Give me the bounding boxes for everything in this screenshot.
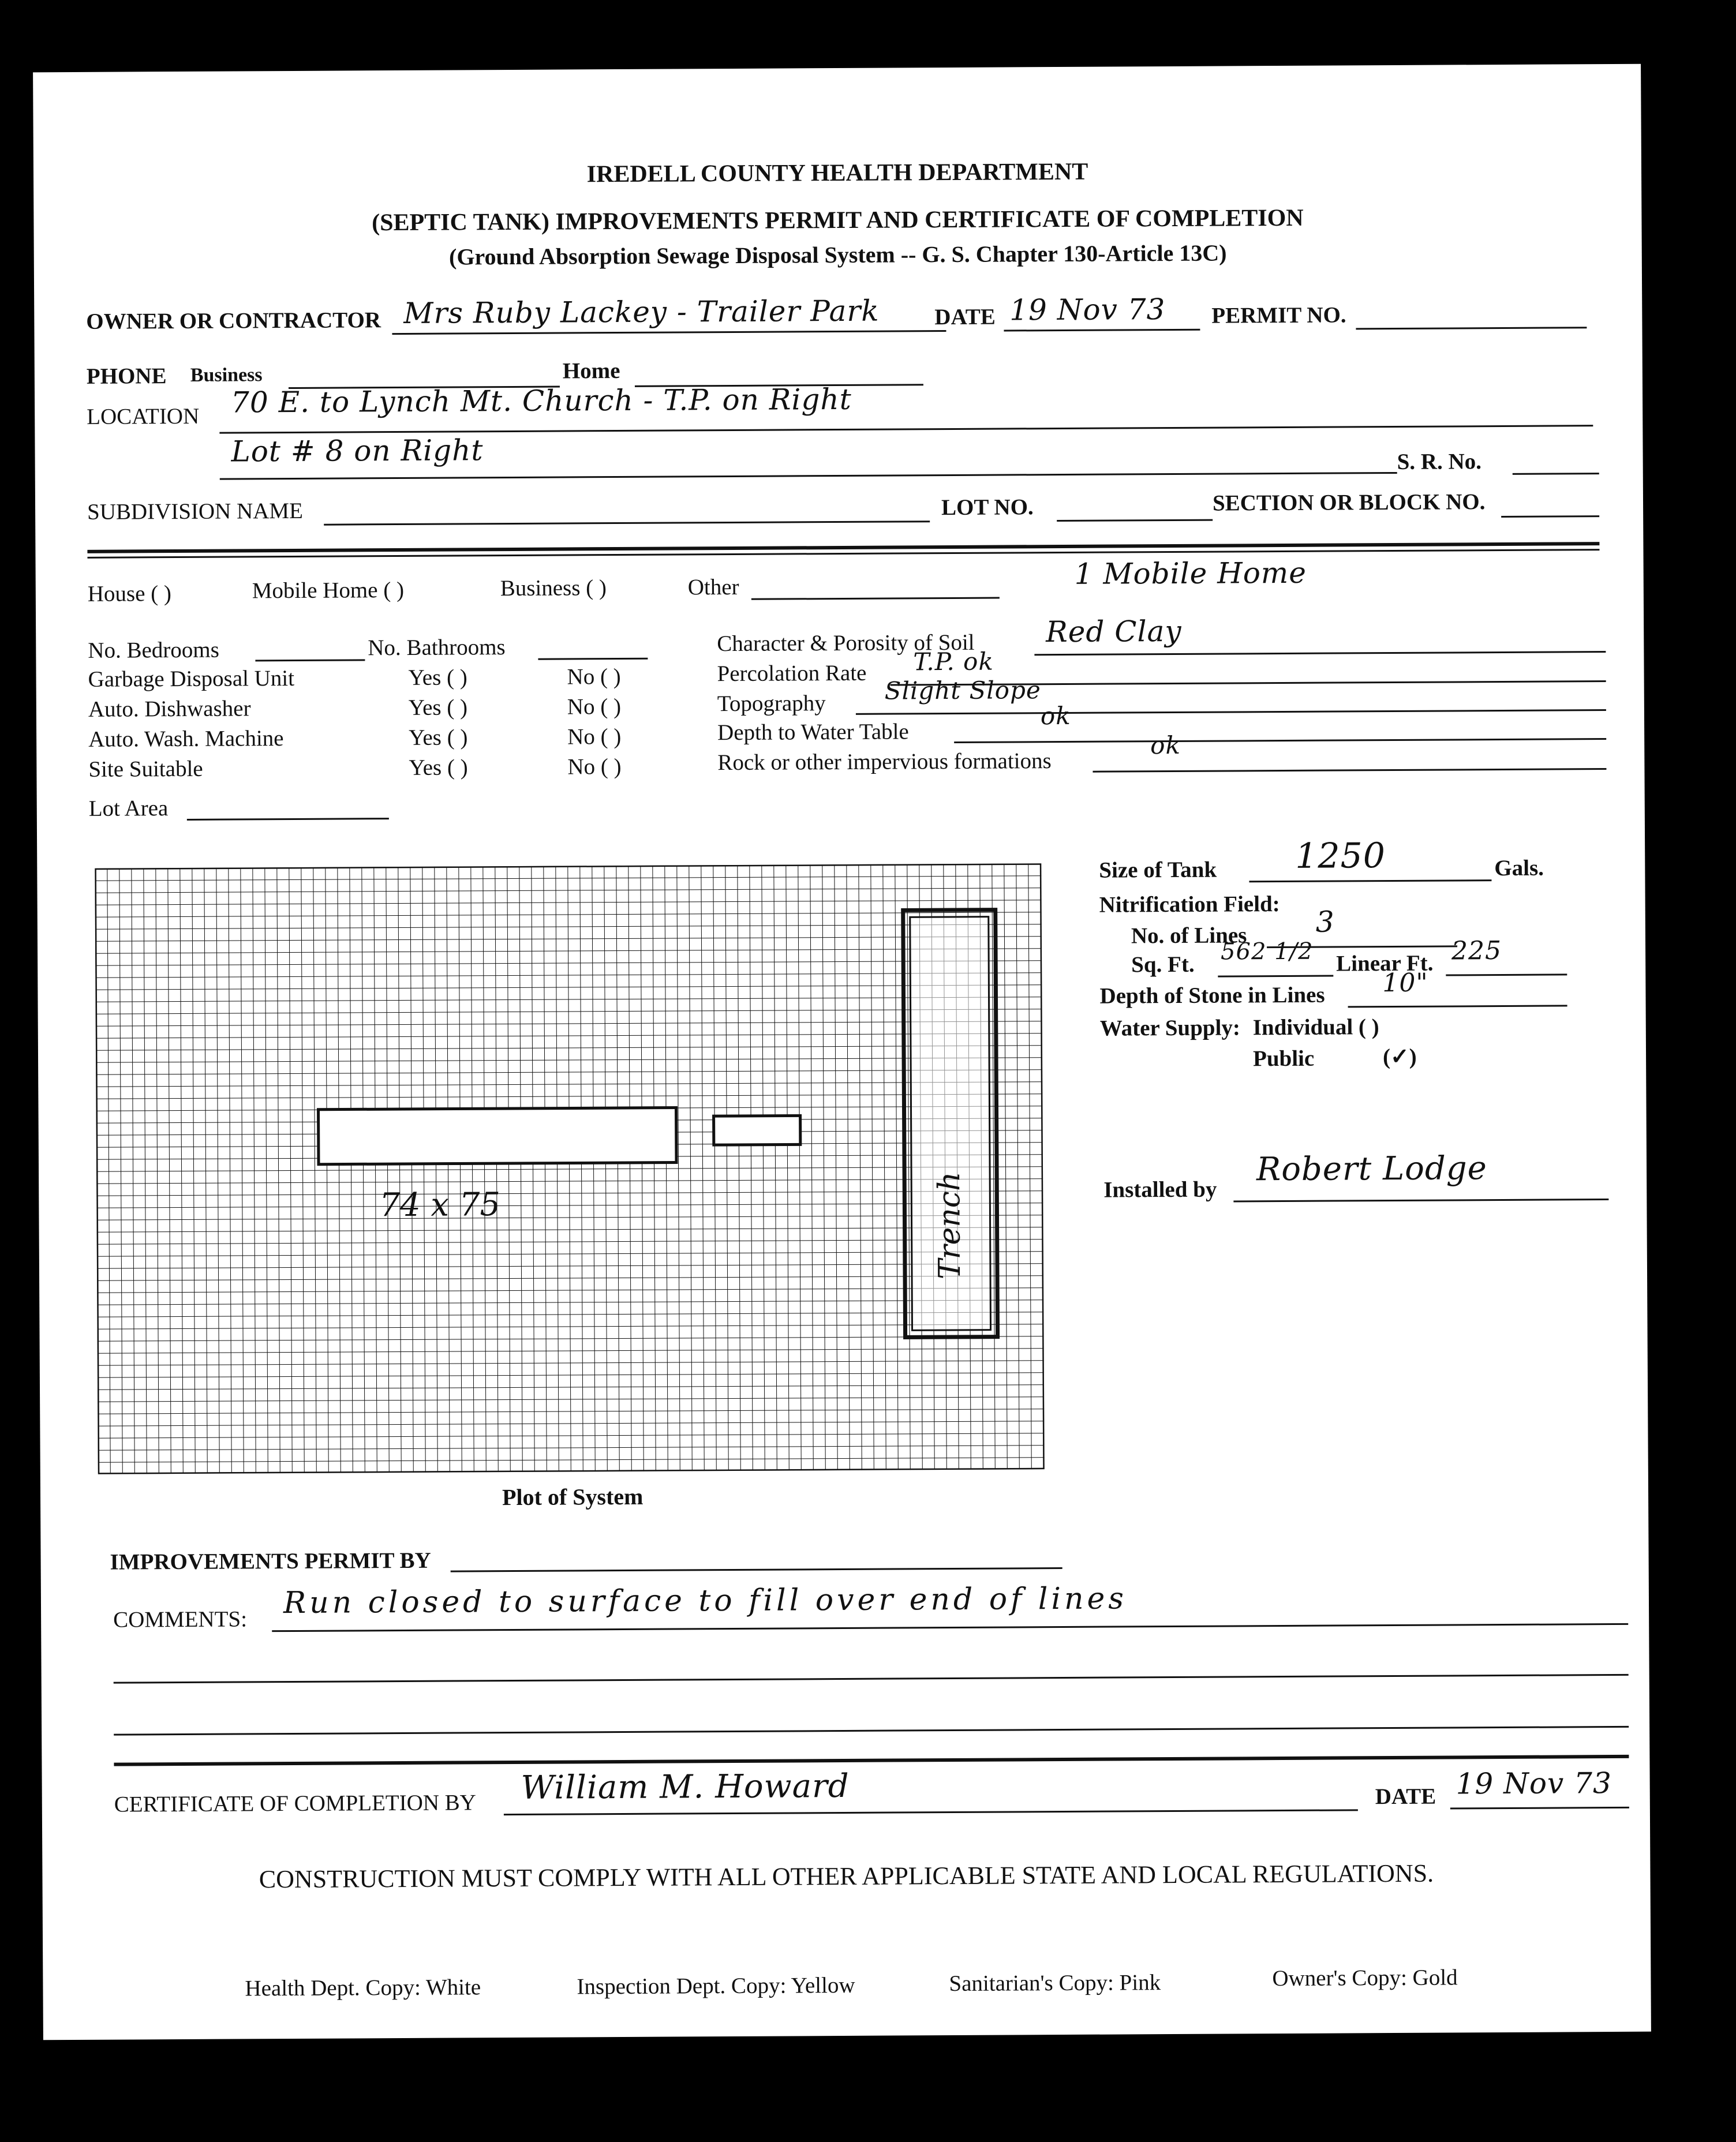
dishwasher-no: No ( ) — [567, 694, 622, 720]
washer-no: No ( ) — [567, 724, 622, 750]
tank-size-value: 1250 — [1295, 836, 1386, 877]
location-value-2: Lot # 8 on Right — [231, 433, 484, 469]
permit-form — [33, 64, 1651, 2040]
certificate-date-line — [1450, 1807, 1629, 1810]
topography-value: Slight Slope — [884, 676, 1041, 705]
owner-value: Mrs Ruby Lackey - Trailer Park — [403, 294, 880, 330]
house-option: House ( ) — [87, 581, 172, 606]
comments-line-3 — [114, 1726, 1629, 1736]
stone-depth-line — [1348, 1005, 1567, 1008]
individual-option: Individual ( ) — [1252, 1014, 1379, 1040]
copy-inspection: Inspection Dept. Copy: Yellow — [577, 1972, 855, 1999]
bathrooms-label: No. Bathrooms — [368, 635, 506, 661]
water-table-label: Depth to Water Table — [717, 719, 909, 746]
subdivision-label: SUBDIVISION NAME — [87, 498, 303, 525]
phone-label: PHONE — [86, 364, 167, 389]
other-label: Other — [687, 574, 739, 600]
public-label: Public — [1252, 1046, 1315, 1072]
water-table-value: ok — [1040, 701, 1071, 731]
plot-caption: Plot of System — [502, 1483, 643, 1511]
comments-line-1 — [272, 1623, 1628, 1632]
other-line — [751, 597, 1000, 600]
permit-label: PERMIT NO. — [1211, 302, 1346, 328]
linear-label: Linear Ft. — [1336, 950, 1434, 976]
location-value-1: 70 E. to Lynch Mt. Church - T.P. on Right — [230, 382, 852, 420]
rock-label: Rock or other impervious formations — [717, 748, 1052, 776]
mobile-home-outline — [319, 1108, 676, 1164]
permit-by-label: IMPROVEMENTS PERMIT BY — [110, 1548, 431, 1575]
sqft-value: 562 1/2 — [1220, 938, 1314, 965]
nitrification-label: Nitrification Field: — [1099, 892, 1280, 918]
lot-area-label: Lot Area — [88, 796, 169, 821]
lot-line — [1057, 519, 1213, 522]
sr-line — [1513, 473, 1599, 475]
bedrooms-line — [255, 659, 365, 661]
plot-grid — [95, 863, 1044, 1474]
lot-area-line — [187, 818, 389, 821]
sqft-line — [1218, 975, 1333, 978]
business-phone-label: Business — [190, 364, 263, 386]
home-phone-label: Home — [562, 358, 620, 384]
water-table-line — [954, 738, 1606, 743]
trench-label: Trench — [932, 1171, 968, 1280]
installed-by-value: Robert Lodge — [1256, 1149, 1487, 1189]
date-line — [1004, 329, 1200, 332]
section-label: SECTION OR BLOCK NO. — [1212, 489, 1486, 516]
certificate-date-value: 19 Nov 73 — [1456, 1766, 1612, 1801]
subdivision-line — [324, 520, 930, 525]
garbage-label: Garbage Disposal Unit — [88, 665, 295, 692]
sr-label: S. R. No. — [1397, 449, 1482, 474]
soil-character-label: Character & Porosity of Soil — [717, 630, 975, 657]
washer-yes: Yes ( ) — [409, 725, 468, 750]
other-value: 1 Mobile Home — [1074, 556, 1307, 591]
certificate-date-label: DATE — [1375, 1784, 1436, 1810]
comments-line-2 — [114, 1674, 1629, 1684]
copy-health: Health Dept. Copy: White — [245, 1975, 481, 2001]
stone-depth-label: Depth of Stone in Lines — [1099, 982, 1325, 1009]
perc-rate-label: Percolation Rate — [717, 660, 867, 687]
owner-line — [392, 330, 946, 335]
business-option: Business ( ) — [500, 575, 607, 601]
lines-value: 3 — [1315, 905, 1335, 939]
soil-character-line — [1034, 651, 1606, 656]
comments-value: Run closed to surface to fill over end of lines — [283, 1581, 1128, 1621]
copy-sanitarian: Sanitarian's Copy: Pink — [949, 1970, 1161, 1997]
form-title: (SEPTIC TANK) IMPROVEMENTS PERMIT AND CERTIFICATE OF COMPLETION — [372, 204, 1304, 237]
date-label: DATE — [934, 304, 996, 330]
dishwasher-yes: Yes ( ) — [408, 695, 468, 720]
site-suitable-no: No ( ) — [567, 754, 622, 780]
mobile-home-option: Mobile Home ( ) — [252, 577, 405, 604]
location-label: LOCATION — [87, 403, 200, 429]
location-line-2 — [220, 472, 1397, 480]
tank-outline — [714, 1115, 800, 1145]
date-value: 19 Nov 73 — [1009, 293, 1166, 327]
compliance-notice: CONSTRUCTION MUST COMPLY WITH ALL OTHER APPLICABLE STATE AND LOCAL REGULATIONS. — [259, 1859, 1434, 1894]
lines-label: No. of Lines — [1131, 923, 1247, 949]
copy-owner: Owner's Copy: Gold — [1272, 1965, 1458, 1991]
linear-line — [1446, 973, 1567, 976]
comments-divider — [114, 1755, 1629, 1766]
garbage-yes: Yes ( ) — [408, 665, 467, 690]
site-suitable-yes: Yes ( ) — [409, 755, 468, 780]
form-subtitle: (Ground Absorption Sewage Disposal System -- G. S. Chapter 130-Article 13C) — [448, 239, 1227, 270]
linear-value: 225 — [1451, 936, 1502, 966]
dishwasher-label: Auto. Dishwasher — [88, 696, 251, 722]
installed-by-line — [1233, 1199, 1608, 1202]
rock-line — [1093, 768, 1606, 773]
public-check: (✓) — [1382, 1044, 1417, 1070]
permit-line — [1356, 327, 1587, 329]
plot-dimension-note: 74 x 75 — [379, 1186, 501, 1224]
soil-character-value: Red Clay — [1046, 614, 1182, 649]
location-line-1 — [219, 425, 1593, 433]
tank-size-label: Size of Tank — [1099, 857, 1217, 883]
department-title: IREDELL COUNTY HEALTH DEPARTMENT — [586, 158, 1088, 188]
permit-by-line — [451, 1567, 1062, 1572]
bathrooms-line — [538, 658, 648, 660]
certificate-line — [504, 1809, 1358, 1815]
sqft-label: Sq. Ft. — [1131, 952, 1195, 978]
certificate-label: CERTIFICATE OF COMPLETION BY — [114, 1790, 477, 1817]
washer-label: Auto. Wash. Machine — [88, 726, 284, 752]
topography-line — [856, 709, 1606, 715]
stone-depth-value: 10" — [1382, 968, 1428, 998]
tank-size-line — [1249, 879, 1491, 882]
lot-label: LOT NO. — [941, 495, 1034, 520]
section-line — [1501, 515, 1599, 518]
owner-label: OWNER OR CONTRACTOR — [86, 308, 381, 334]
installed-by-label: Installed by — [1103, 1177, 1217, 1203]
garbage-no: No ( ) — [567, 664, 621, 690]
gallons-label: Gals. — [1494, 855, 1544, 881]
site-suitable-label: Site Suitable — [88, 756, 203, 782]
water-supply-label: Water Supply: — [1099, 1015, 1240, 1041]
bedrooms-label: No. Bedrooms — [88, 637, 219, 663]
topography-label: Topography — [717, 691, 826, 717]
certificate-value: William M. Howard — [521, 1767, 850, 1807]
rock-value: ok — [1150, 731, 1181, 760]
perc-rate-value: T.P. ok — [913, 647, 994, 676]
comments-label: COMMENTS: — [113, 1606, 248, 1632]
